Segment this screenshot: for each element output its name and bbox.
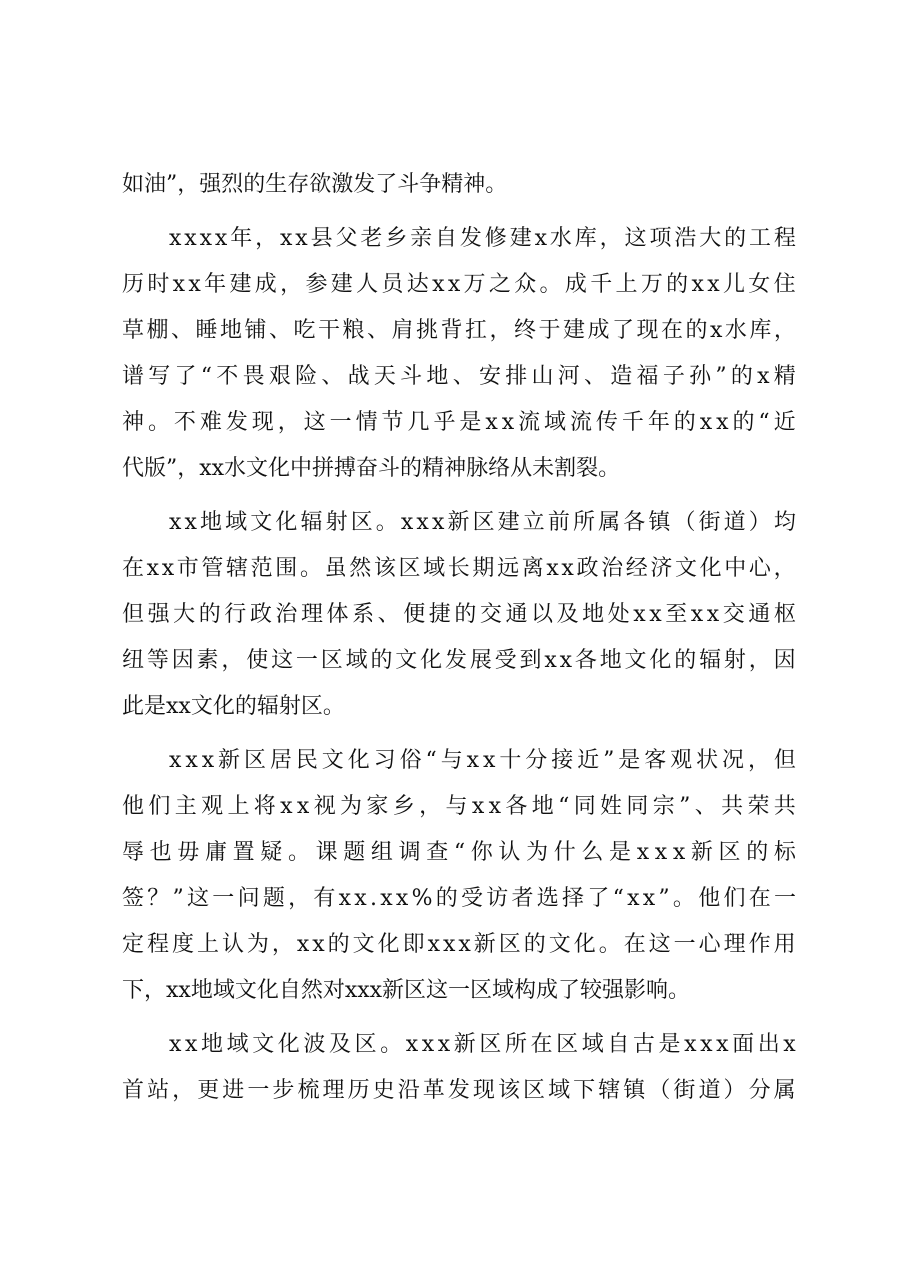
text-segment: 草 棚 、 睡 地 铺 、 吃 干 粮 、 肩 挑 背 扛 ， 终 于 建 成 了 现 在 的 x 水 库 ， bbox=[122, 318, 796, 343]
text-segment: 在 x x 市 管 辖 范 围 。 虽 然 该 区 域 长 期 远 离 x x 政 治 经 济 文 化 中 心 ， bbox=[122, 556, 796, 581]
paragraph-first-line bbox=[122, 500, 796, 546]
text-segment: 辱 也 毋 庸 置 疑 。 课 题 组 调 查 “ 你 认 为 什 么 是 x x x 新 区 的 标 bbox=[122, 840, 796, 865]
text-segment: 谱 写 了 “ 不 畏 艰 险 、 战 天 斗 地 、 安 排 山 河 、 造 福 子 孙 ” 的 x 精 bbox=[122, 364, 796, 389]
text-segment: x x x x 年 ， x x 县 父 老 乡 亲 自 发 修 建 x 水 库 ， 这 项 浩 大 的 工 程 bbox=[169, 226, 796, 251]
text-segment: 此是xx文化的辐射区。 bbox=[122, 694, 345, 719]
text-line bbox=[122, 784, 796, 830]
paragraph-first-line bbox=[122, 1022, 796, 1068]
text-segment: x x x 新 区 居 民 文 化 习 俗 “ 与 x x 十 分 接 近 ” 是 客 观 状 况 ， 但 bbox=[169, 748, 796, 773]
text-segment: x x 地 域 文 化 辐 射 区 。 x x x 新 区 建 立 前 所 属 各 镇 （ 街 道 ） 均 bbox=[169, 510, 796, 535]
text-segment: 但 强 大 的 行 政 治 理 体 系 、 便 捷 的 交 通 以 及 地 处 x x 至 x x 交 通 枢 bbox=[122, 602, 796, 627]
text-line bbox=[122, 830, 796, 876]
text-line bbox=[122, 308, 796, 354]
text-segment: 他 们 主 观 上 将 x x 视 为 家 乡 ， 与 x x 各 地 “ 同 姓 同 宗 ” 、 共 荣 共 bbox=[122, 794, 796, 819]
text-segment: 如油”，强烈的生存欲激发了斗争精神。 bbox=[122, 172, 508, 197]
text-segment: 签 ？ ” 这 一 问 题 ， 有 x x . x x % 的 受 访 者 选 择 了 “ x x ” 。 他 们 在 一 bbox=[122, 886, 796, 911]
text-line bbox=[122, 262, 796, 308]
text-line bbox=[122, 968, 796, 1014]
text-line bbox=[122, 162, 796, 208]
body-text bbox=[122, 162, 796, 1114]
text-line bbox=[122, 922, 796, 968]
text-segment: 纽 等 因 素 ， 使 这 一 区 域 的 文 化 发 展 受 到 x x 各 地 文 化 的 辐 射 ， 因 bbox=[122, 648, 796, 673]
text-line bbox=[122, 546, 796, 592]
text-line bbox=[122, 592, 796, 638]
text-line bbox=[122, 354, 796, 400]
text-segment: 定 程 度 上 认 为 ， x x 的 文 化 即 x x x 新 区 的 文 化 。 在 这 一 心 理 作 用 bbox=[122, 932, 796, 957]
text-line bbox=[122, 446, 796, 492]
text-segment: 代版”，xx水文化中拼搏奋斗的精神脉络从未割裂。 bbox=[122, 456, 621, 481]
text-line bbox=[122, 876, 796, 922]
text-segment: x x 地 域 文 化 波 及 区 。 x x x 新 区 所 在 区 域 自 古 是 x x x 面 出 x bbox=[169, 1032, 796, 1057]
text-line bbox=[122, 1068, 796, 1114]
text-line bbox=[122, 638, 796, 684]
text-line bbox=[122, 684, 796, 730]
text-line bbox=[122, 400, 796, 446]
text-segment: 历 时 x x 年 建 成 ， 参 建 人 员 达 x x 万 之 众 。 成 千 上 万 的 x x 儿 女 住 bbox=[122, 272, 796, 297]
paragraph-first-line bbox=[122, 738, 796, 784]
text-segment: 首 站 ， 更 进 一 步 梳 理 历 史 沿 革 发 现 该 区 域 下 辖 镇 （ 街 道 ） 分 属 bbox=[122, 1078, 796, 1103]
text-segment: 神 。 不 难 发 现 ， 这 一 情 节 几 乎 是 x x 流 域 流 传 千 年 的 x x 的 “ 近 bbox=[122, 410, 796, 435]
text-segment: 下，xx地域文化自然对xxx新区这一区域构成了较强影响。 bbox=[122, 978, 691, 1003]
paragraph-first-line bbox=[122, 216, 796, 262]
